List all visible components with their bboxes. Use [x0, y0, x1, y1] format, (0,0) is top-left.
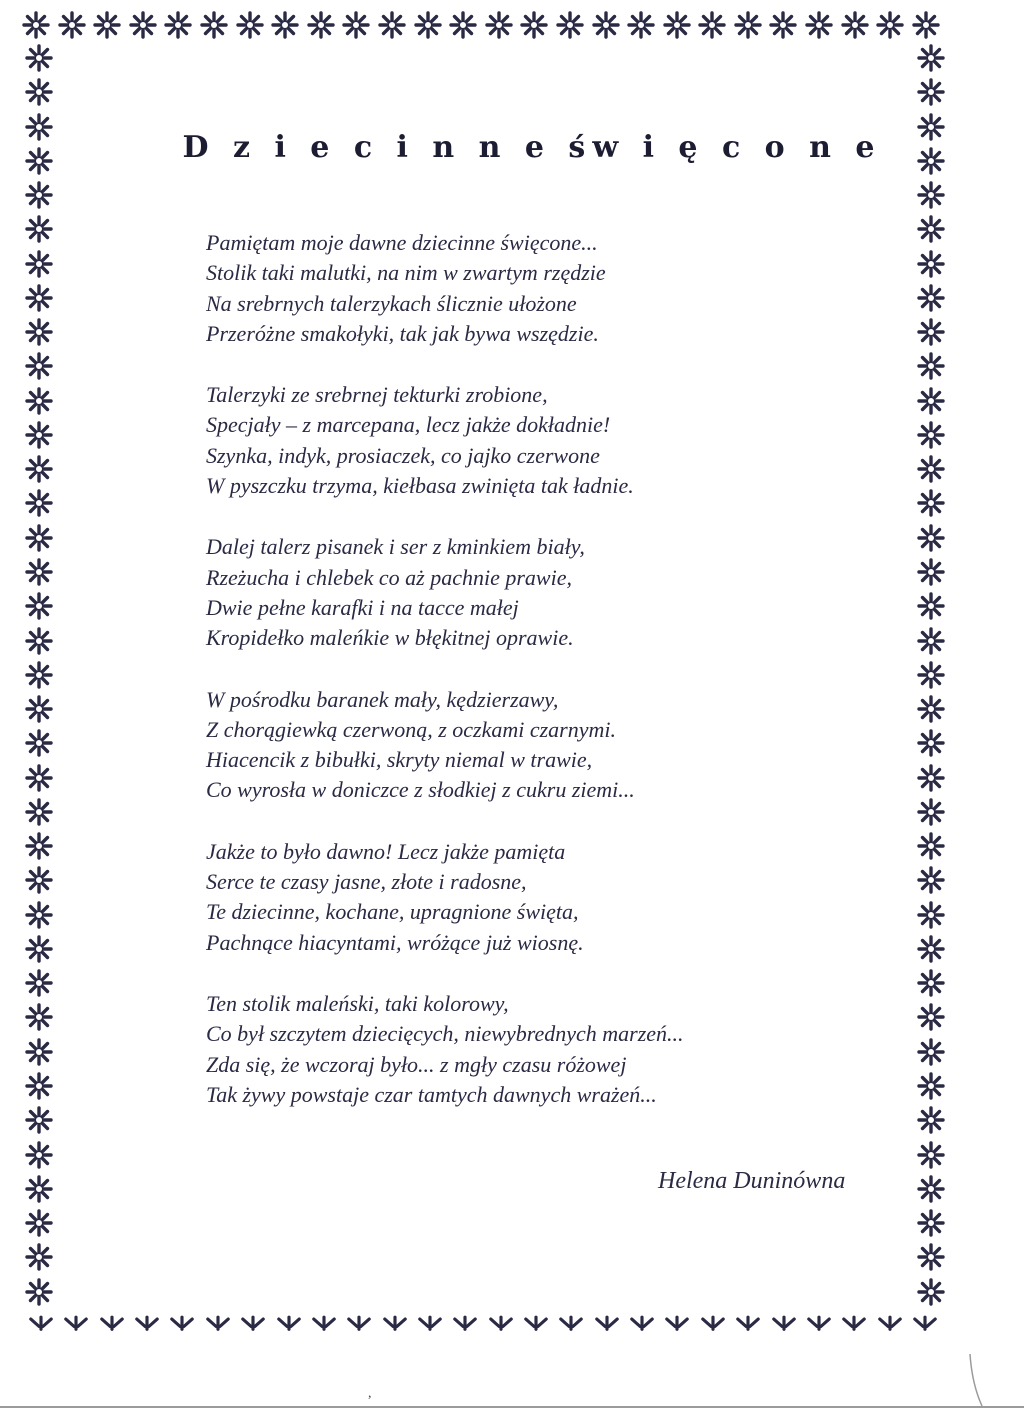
- star-icon: [917, 661, 945, 689]
- star-icon: [25, 935, 53, 963]
- star-icon: [414, 11, 442, 39]
- star-icon: [917, 215, 945, 243]
- star-icon: [488, 1309, 516, 1337]
- star-icon: [452, 1309, 480, 1337]
- star-icon: [917, 901, 945, 929]
- poem-line: Talerzyki ze srebrnej tekturki zrobione,: [206, 382, 548, 408]
- star-icon: [25, 524, 53, 552]
- scan-edge-line: [0, 1406, 1024, 1408]
- star-icon: [25, 489, 53, 517]
- poem-line: Serce te czasy jasne, złote i radosne,: [206, 869, 527, 895]
- star-icon: [912, 11, 940, 39]
- stanza: [206, 989, 886, 1110]
- star-icon: [912, 1309, 940, 1337]
- star-icon: [876, 11, 904, 39]
- star-icon: [58, 11, 86, 39]
- poem-author: Helena Duninówna: [658, 1168, 846, 1194]
- star-icon: [917, 969, 945, 997]
- star-icon: [25, 558, 53, 586]
- star-icon: [449, 11, 477, 39]
- poem-line: Stolik taki malutki, na nim w zwartym rzędzie: [206, 260, 606, 286]
- star-icon: [276, 1309, 304, 1337]
- star-icon: [25, 729, 53, 757]
- star-icon: [25, 1003, 53, 1031]
- star-icon: [25, 44, 53, 72]
- star-icon: [25, 1278, 53, 1306]
- poem-body: [206, 228, 886, 1141]
- star-icon: [25, 421, 53, 449]
- star-icon: [917, 1003, 945, 1031]
- star-icon: [700, 1309, 728, 1337]
- star-icon: [917, 627, 945, 655]
- poem-line: Na srebrnych talerzykach ślicznie ułożone: [206, 290, 577, 316]
- star-icon: [25, 627, 53, 655]
- stanza: [206, 532, 886, 653]
- poem-line: Co wyrosła w doniczce z słodkiej z cukru ziemi...: [206, 777, 635, 803]
- poem-line: Kropidełko maleńkie w błękitnej oprawie.: [206, 625, 574, 651]
- star-icon: [917, 1278, 945, 1306]
- poem-line: Dwie pełne karafki i na tacce małej: [206, 594, 519, 620]
- star-icon: [25, 181, 53, 209]
- star-icon: [664, 1309, 692, 1337]
- star-icon: [520, 11, 548, 39]
- star-icon: [917, 1038, 945, 1066]
- stanza: [206, 685, 886, 806]
- star-icon: [917, 421, 945, 449]
- star-icon: [307, 11, 335, 39]
- star-icon: [917, 729, 945, 757]
- star-icon: [806, 1309, 834, 1337]
- star-icon: [841, 1309, 869, 1337]
- poem-line: Specjały – z marcepana, lecz jakże dokładnie!: [206, 412, 611, 438]
- star-icon: [25, 798, 53, 826]
- star-icon: [485, 11, 513, 39]
- star-icon: [917, 764, 945, 792]
- star-icon: [129, 11, 157, 39]
- star-icon: [25, 969, 53, 997]
- star-icon: [25, 387, 53, 415]
- star-icon: [698, 11, 726, 39]
- star-icon: [25, 250, 53, 278]
- star-icon: [917, 558, 945, 586]
- border-right: [916, 44, 946, 1306]
- star-icon: [25, 1038, 53, 1066]
- star-icon: [917, 78, 945, 106]
- stanza: [206, 228, 886, 349]
- poem-line: Zda się, że wczoraj było... z mgły czasu różowej: [206, 1051, 627, 1077]
- star-icon: [25, 1175, 53, 1203]
- star-icon: [134, 1309, 162, 1337]
- star-icon: [200, 11, 228, 39]
- star-icon: [917, 524, 945, 552]
- stanza: [206, 837, 886, 958]
- star-icon: [25, 455, 53, 483]
- border-left: [24, 44, 54, 1306]
- star-icon: [99, 1309, 127, 1337]
- poem-line: W pośrodku baranek mały, kędzierzawy,: [206, 686, 559, 712]
- star-icon: [346, 1309, 374, 1337]
- star-icon: [25, 1072, 53, 1100]
- star-icon: [917, 455, 945, 483]
- star-icon: [877, 1309, 905, 1337]
- poem-line: W pyszczku trzyma, kiełbasa zwinięta tak ładnie.: [206, 473, 634, 499]
- star-icon: [735, 1309, 763, 1337]
- star-icon: [25, 832, 53, 860]
- star-icon: [556, 11, 584, 39]
- star-icon: [382, 1309, 410, 1337]
- star-icon: [917, 352, 945, 380]
- poem-line: Te dziecinne, kochane, upragnione święta,: [206, 899, 579, 925]
- poem-line: Dalej talerz pisanek i ser z kminkiem biały,: [206, 534, 585, 560]
- star-icon: [25, 866, 53, 894]
- star-icon: [25, 901, 53, 929]
- poem-line: Przeróżne smakołyki, tak jak bywa wszędzie.: [206, 320, 599, 346]
- star-icon: [25, 1106, 53, 1134]
- star-icon: [25, 284, 53, 312]
- star-icon: [342, 11, 370, 39]
- poem-line: Z chorągiewką czerwoną, z oczkami czarnymi.: [206, 716, 617, 742]
- star-icon: [805, 11, 833, 39]
- star-icon: [205, 1309, 233, 1337]
- poem-line: Tak żywy powstaje czar tamtych dawnych wrażeń...: [206, 1081, 657, 1107]
- poem-line: Pachnące hiacyntami, wróżące już wiosnę.: [206, 929, 584, 955]
- star-icon: [240, 1309, 268, 1337]
- star-icon: [917, 387, 945, 415]
- star-icon: [417, 1309, 445, 1337]
- star-icon: [28, 1309, 56, 1337]
- star-icon: [917, 284, 945, 312]
- star-icon: [917, 181, 945, 209]
- star-icon: [769, 11, 797, 39]
- star-icon: [917, 866, 945, 894]
- poem-line: Pamiętam moje dawne dziecinne święcone...: [206, 230, 598, 255]
- poem-line: Szynka, indyk, prosiaczek, co jajko czerwone: [206, 442, 600, 468]
- star-icon: [663, 11, 691, 39]
- star-icon: [917, 250, 945, 278]
- star-icon: [311, 1309, 339, 1337]
- star-icon: [629, 1309, 657, 1337]
- star-icon: [771, 1309, 799, 1337]
- star-icon: [25, 318, 53, 346]
- star-icon: [917, 832, 945, 860]
- star-icon: [558, 1309, 586, 1337]
- scan-edge-curve: [968, 1354, 984, 1408]
- border-bottom: [28, 1312, 940, 1334]
- star-icon: [841, 11, 869, 39]
- star-icon: [25, 1243, 53, 1271]
- star-icon: [523, 1309, 551, 1337]
- star-icon: [25, 78, 53, 106]
- star-icon: [169, 1309, 197, 1337]
- star-icon: [917, 1209, 945, 1237]
- star-icon: [22, 11, 50, 39]
- star-icon: [917, 798, 945, 826]
- star-icon: [63, 1309, 91, 1337]
- star-icon: [236, 11, 264, 39]
- star-icon: [25, 592, 53, 620]
- poem-line: Co był szczytem dziecięcych, niewybrednych marzeń...: [206, 1021, 684, 1047]
- star-icon: [917, 489, 945, 517]
- star-icon: [164, 11, 192, 39]
- star-icon: [25, 215, 53, 243]
- poem-line: Ten stolik maleński, taki kolorowy,: [206, 990, 509, 1016]
- stanza: [206, 380, 886, 501]
- star-icon: [917, 1106, 945, 1134]
- star-icon: [25, 1141, 53, 1169]
- poem-line: Rzeżucha i chlebek co aż pachnie prawie,: [206, 564, 572, 590]
- border-top: [22, 8, 940, 42]
- star-icon: [378, 11, 406, 39]
- poem-line: Hiacencik z bibułki, skryty niemal w trawie,: [206, 747, 593, 773]
- star-icon: [25, 695, 53, 723]
- poem-title: D z i e c i n n e św i ę c o n e: [182, 130, 882, 165]
- page-mark: ,: [368, 1386, 372, 1401]
- star-icon: [25, 661, 53, 689]
- star-icon: [594, 1309, 622, 1337]
- star-icon: [734, 11, 762, 39]
- star-icon: [917, 318, 945, 346]
- star-icon: [917, 592, 945, 620]
- star-icon: [271, 11, 299, 39]
- star-icon: [25, 764, 53, 792]
- star-icon: [917, 44, 945, 72]
- poem-line: Jakże to było dawno! Lecz jakże pamięta: [206, 838, 566, 864]
- star-icon: [592, 11, 620, 39]
- star-icon: [917, 695, 945, 723]
- star-icon: [25, 352, 53, 380]
- star-icon: [917, 1141, 945, 1169]
- star-icon: [917, 1072, 945, 1100]
- star-icon: [25, 1209, 53, 1237]
- star-icon: [93, 11, 121, 39]
- star-icon: [917, 935, 945, 963]
- star-icon: [917, 1175, 945, 1203]
- star-icon: [627, 11, 655, 39]
- star-icon: [917, 1243, 945, 1271]
